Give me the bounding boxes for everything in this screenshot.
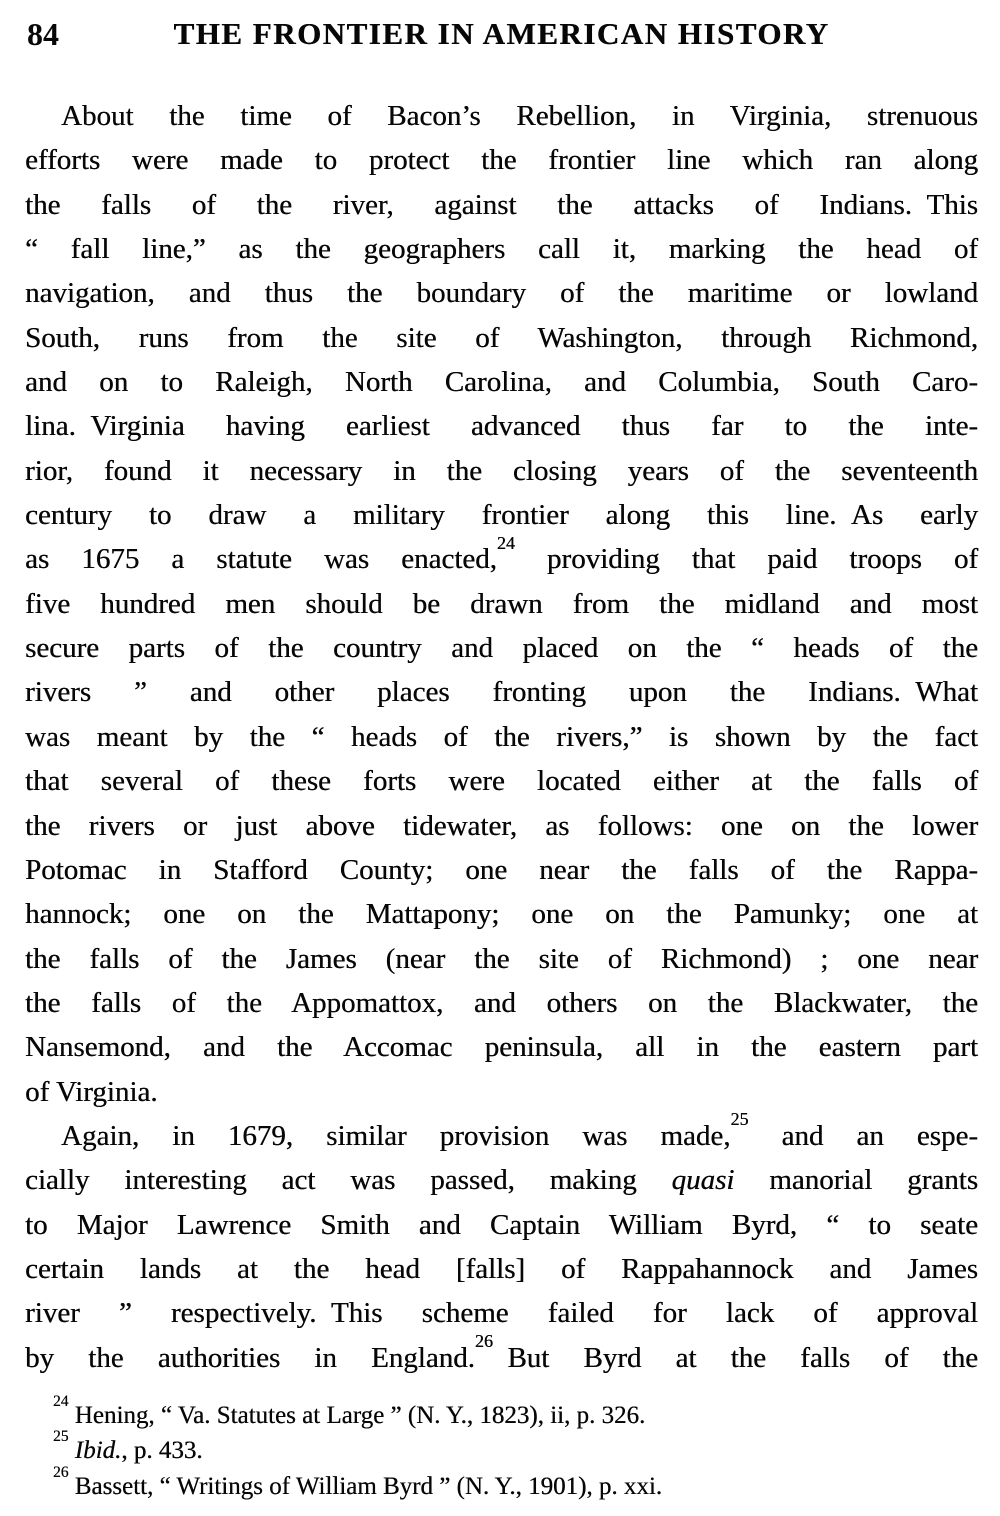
body-text-line (25, 360, 978, 404)
text-segment: by the authorities in England. (25, 1341, 475, 1374)
body-text-line (25, 715, 978, 759)
body-text-line (25, 937, 978, 981)
text-segment: was meant by the “ heads of the rivers,” is shown by the fact (25, 720, 978, 753)
body-text (25, 94, 978, 1380)
text-segment: to Major Lawrence Smith and Captain William Byrd, “ to seate (25, 1208, 978, 1241)
body-text-line (25, 227, 978, 271)
text-segment: lina. Virginia having earliest advanced thus far to the inte- (25, 410, 978, 443)
page-header (25, 14, 978, 58)
text-segment: hannock; one on the Mattapony; one on the Pamunky; one at (25, 898, 978, 931)
body-text-line (25, 493, 978, 537)
body-text-line (25, 1025, 978, 1069)
text-segment: five hundred men should be drawn from the midland and most (25, 587, 978, 620)
text-segment: manorial grants (734, 1164, 979, 1197)
text-segment: the falls of the Appomattox, and others on the Blackwater, the (25, 986, 978, 1019)
text-segment: and an espe- (748, 1119, 978, 1152)
text-segment: About the time of Bacon’s Rebellion, in Virginia, strenuous (61, 100, 978, 132)
body-text-line (25, 404, 978, 448)
running-title: THE FRONTIER IN AMERICAN HISTORY (173, 16, 830, 51)
page-number: 84 (27, 16, 59, 52)
text-segment: Hening, “ Va. Statutes at Large ” (N. Y., 1823), ii, p. 326. (68, 1401, 646, 1429)
italic-text: Ibid. (74, 1437, 122, 1465)
text-segment: Nansemond, and the Accomac peninsula, all in the eastern part (25, 1031, 978, 1064)
body-text-line (25, 626, 978, 670)
body-text-line (25, 981, 978, 1025)
body-text-line (25, 532, 978, 581)
body-text-line (25, 138, 978, 182)
body-text-line (25, 848, 978, 892)
text-segment: river ” respectively. This scheme failed for lack of approval (25, 1297, 978, 1330)
body-text-line (25, 892, 978, 936)
text-segment: rivers ” and other places fronting upon the Indians. What (25, 676, 978, 709)
footnote-marker: 25 (730, 1109, 749, 1130)
text-segment: Bassett, “ Writings of William Byrd ” (N. Y., 1901), p. xxi. (68, 1472, 663, 1500)
body-text-line (25, 1330, 978, 1380)
footnotes (25, 1392, 978, 1505)
footnote-marker: 24 (496, 532, 515, 553)
body-text-line (25, 759, 978, 803)
body-text-line (25, 1203, 978, 1247)
footnote-line (53, 1392, 978, 1434)
text-segment: navigation, and thus the boundary of the maritime or lowland (25, 277, 978, 310)
body-text-line (25, 804, 978, 848)
body-text-line (25, 271, 978, 315)
text-segment: secure parts of the country and placed on the “ heads of the (25, 632, 978, 665)
footnote-line (53, 1463, 978, 1505)
text-segment: of Virginia. (25, 1075, 158, 1108)
body-text-line (25, 1070, 978, 1114)
body-text-line (25, 1291, 978, 1335)
body-text-line (25, 183, 978, 227)
body-text-line (25, 670, 978, 714)
footnote-marker: 26 (474, 1330, 493, 1351)
text-segment: Potomac in Stafford County; one near the falls of the Rappa- (25, 853, 978, 886)
body-text-line (25, 1158, 978, 1202)
text-segment: century to draw a military frontier along this line. As early (25, 499, 978, 532)
text-segment: But Byrd at the falls of the (492, 1341, 978, 1374)
body-text-line (25, 1247, 978, 1291)
body-text-line (25, 94, 978, 138)
text-segment: efforts were made to protect the frontier line which ran along (25, 144, 978, 177)
text-segment: the falls of the river, against the attacks of Indians. This (25, 188, 978, 221)
text-segment: certain lands at the head [falls] of Rappahannock and James (25, 1252, 978, 1285)
footnote-line (53, 1428, 978, 1469)
text-segment: South, runs from the site of Washington, through Richmond, (25, 321, 978, 354)
text-segment: rior, found it necessary in the closing years of the seventeenth (25, 454, 978, 487)
footnote-marker: 26 (53, 1463, 69, 1481)
text-segment: Again, in 1679, similar provision was made, (61, 1119, 731, 1152)
text-segment: and on to Raleigh, North Carolina, and Columbia, South Caro- (25, 366, 978, 399)
text-segment: providing that paid troops of (514, 543, 978, 576)
body-text-line (25, 449, 978, 493)
text-segment: the falls of the James (near the site of Richmond) ; one near (25, 942, 978, 975)
text-segment: , p. 433. (121, 1437, 203, 1465)
text-segment: “ fall line,” as the geographers call it, marking the head of (25, 233, 978, 266)
footnote-marker: 24 (53, 1392, 69, 1410)
footnote-marker: 25 (53, 1428, 69, 1446)
text-segment: cially interesting act was passed, making (25, 1164, 672, 1197)
body-text-line (25, 582, 978, 626)
italic-text: quasi (671, 1164, 735, 1197)
text-segment: the rivers or just above tidewater, as follows: one on the lower (25, 809, 978, 842)
text-segment: as 1675 a statute was enacted, (25, 543, 497, 576)
text-segment: that several of these forts were located either at the falls of (25, 765, 978, 798)
body-text-line (25, 316, 978, 360)
body-text-line (25, 1109, 978, 1158)
